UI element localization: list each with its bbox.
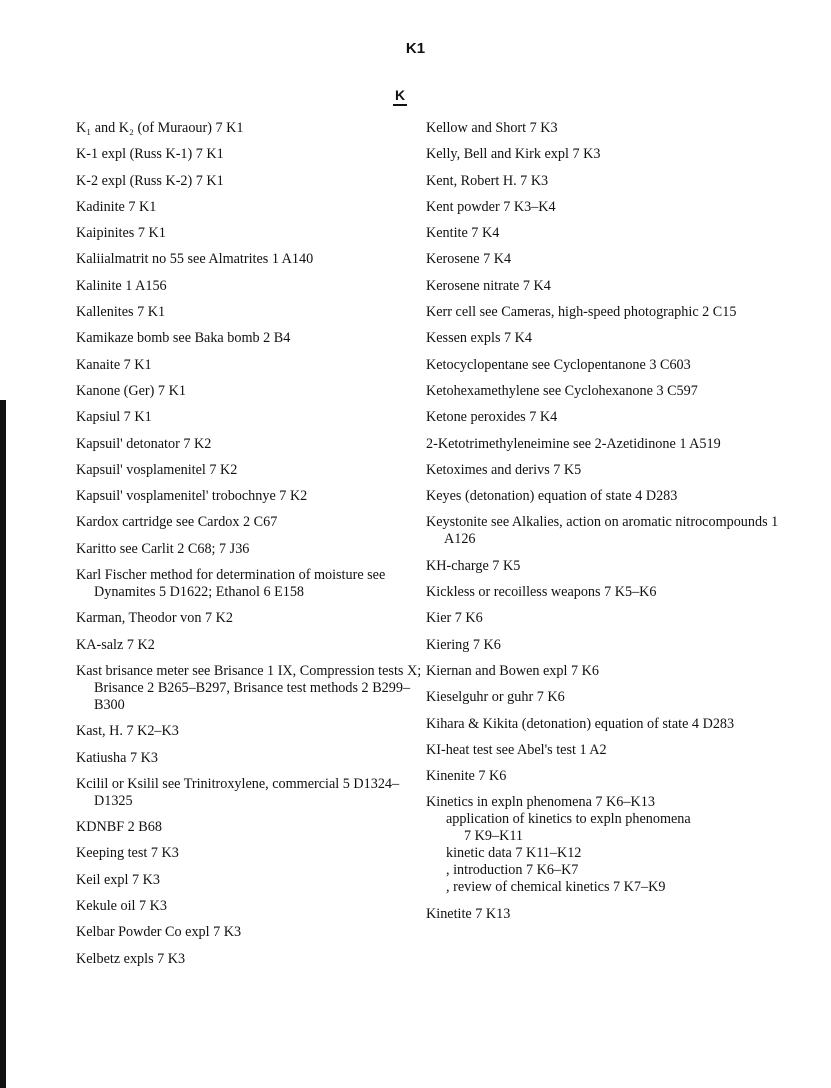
index-entry: Ketoximes and derivs 7 K5: [426, 461, 582, 478]
index-entry: Kellow and Short 7 K3: [426, 120, 558, 136]
index-entry: Kelbetz expls 7 K3: [76, 950, 186, 967]
index-entry: Kentite 7 K4: [426, 225, 500, 242]
index-entry: Karitto see Carlit 2 C68; 7 J36: [76, 540, 250, 557]
index-entry: Keyes (detonation) equation of state 4 D283: [426, 488, 678, 505]
index-subentry: kinetic data 7 K11–K12: [446, 845, 582, 862]
index-entry: Kieselguhr or guhr 7 K6: [426, 689, 565, 706]
index-entry: Kekule oil 7 K3: [76, 898, 168, 915]
index-entry: 2-Ketotrimethyleneimine see 2-Azetidinone 1 A519: [426, 435, 721, 452]
index-entry: Kapsuil' vosplamenitel 7 K2: [76, 461, 238, 478]
kinetics-entry-group: [426, 794, 806, 896]
page-number: K1: [405, 40, 426, 57]
index-subentry: application of kinetics to expln phenomena: [446, 811, 691, 828]
index-entry: Keil expl 7 K3: [76, 871, 160, 888]
index-entry: Karman, Theodor von 7 K2: [76, 610, 233, 627]
index-entry: Kiering 7 K6: [426, 636, 501, 653]
index-entry: Kadinite 7 K1: [76, 198, 157, 215]
index-entry: Kapsiul 7 K1: [76, 409, 152, 426]
left-column: [76, 120, 426, 977]
index-entry: Kardox cartridge see Cardox 2 C67: [76, 514, 278, 531]
index-entry: Kanone (Ger) 7 K1: [76, 382, 186, 399]
index-entry: Kapsuil' vosplamenitel' trobochnye 7 K2: [76, 488, 308, 505]
index-entry: Kickless or recoilless weapons 7 K5–K6: [426, 584, 657, 601]
index-entry: Kalinite 1 A156: [76, 277, 167, 294]
index-entry: K-2 expl (Russ K-2) 7 K1: [76, 172, 224, 189]
index-entry: Kamikaze bomb see Baka bomb 2 B4: [76, 330, 291, 347]
index-entry: K₁ and K₂ (of Muraour) 7 K1: [76, 120, 244, 136]
index-entry: Kast brisance meter see Brisance 1 IX, Compression tests X; Brisance 2 B265–B297, Brisance test methods 2 B299–B300: [76, 662, 422, 713]
index-entry: Kent powder 7 K3–K4: [426, 198, 556, 215]
right-column: [426, 120, 806, 932]
index-entry: K-1 expl (Russ K-1) 7 K1: [76, 146, 224, 163]
index-entry: Kinetics in expln phenomena 7 K6–K13: [426, 794, 655, 811]
index-entry: Kallenites 7 K1: [76, 304, 166, 321]
index-entry: Ketocyclopentane see Cyclopentanone 3 C603: [426, 356, 691, 373]
index-entry: Kanaite 7 K1: [76, 356, 152, 373]
index-entry: KI-heat test see Abel's test 1 A2: [426, 741, 607, 758]
index-entry: Kast, H. 7 K2–K3: [76, 723, 179, 740]
index-entry: Kcilil or Ksilil see Trinitroxylene, commercial 5 D1324–D1325: [76, 775, 400, 809]
index-entry: Kinenite 7 K6: [426, 768, 507, 785]
index-entry: Katiusha 7 K3: [76, 749, 158, 766]
index-entry: Kinetite 7 K13: [426, 905, 511, 922]
index-entry: Karl Fischer method for determination of moisture see Dynamites 5 D1622; Ethanol 6 E158: [76, 567, 386, 601]
index-entry: Kerr cell see Cameras, high-speed photographic 2 C15: [426, 304, 737, 321]
index-subentry: 7 K9–K11: [464, 828, 523, 845]
index-entry: Ketohexamethylene see Cyclohexanone 3 C597: [426, 382, 698, 399]
index-entry: Kiernan and Bowen expl 7 K6: [426, 662, 599, 679]
index-entry: Kerosene 7 K4: [426, 251, 512, 268]
index-entry: Ketone peroxides 7 K4: [426, 409, 558, 426]
index-entry: Kapsuil' detonator 7 K2: [76, 435, 212, 452]
index-entry: KDNBF 2 B68: [76, 819, 162, 836]
index-entry: Kerosene nitrate 7 K4: [426, 277, 551, 294]
index-entry: Keeping test 7 K3: [76, 845, 179, 862]
index-entry: Kihara & Kikita (detonation) equation of state 4 D283: [426, 715, 735, 732]
index-entry: Kaipinites 7 K1: [76, 225, 166, 242]
index-subentry: , review of chemical kinetics 7 K7–K9: [446, 879, 666, 896]
index-entry: Kier 7 K6: [426, 610, 483, 627]
index-entry: KA-salz 7 K2: [76, 636, 155, 653]
section-letter: K: [0, 87, 800, 103]
scan-binding-edge: [0, 400, 6, 1088]
index-entry: Kelbar Powder Co expl 7 K3: [76, 924, 242, 941]
index-entry: Kaliialmatrit no 55 see Almatrites 1 A140: [76, 251, 314, 268]
index-entry: Kessen expls 7 K4: [426, 330, 532, 347]
index-entry: Keystonite see Alkalies, action on aromatic nitrocompounds 1 A126: [426, 514, 779, 548]
index-entry: KH-charge 7 K5: [426, 557, 521, 574]
index-entry: Kelly, Bell and Kirk expl 7 K3: [426, 146, 601, 163]
index-subentry: , introduction 7 K6–K7: [446, 862, 579, 879]
index-entry: Kent, Robert H. 7 K3: [426, 172, 549, 189]
